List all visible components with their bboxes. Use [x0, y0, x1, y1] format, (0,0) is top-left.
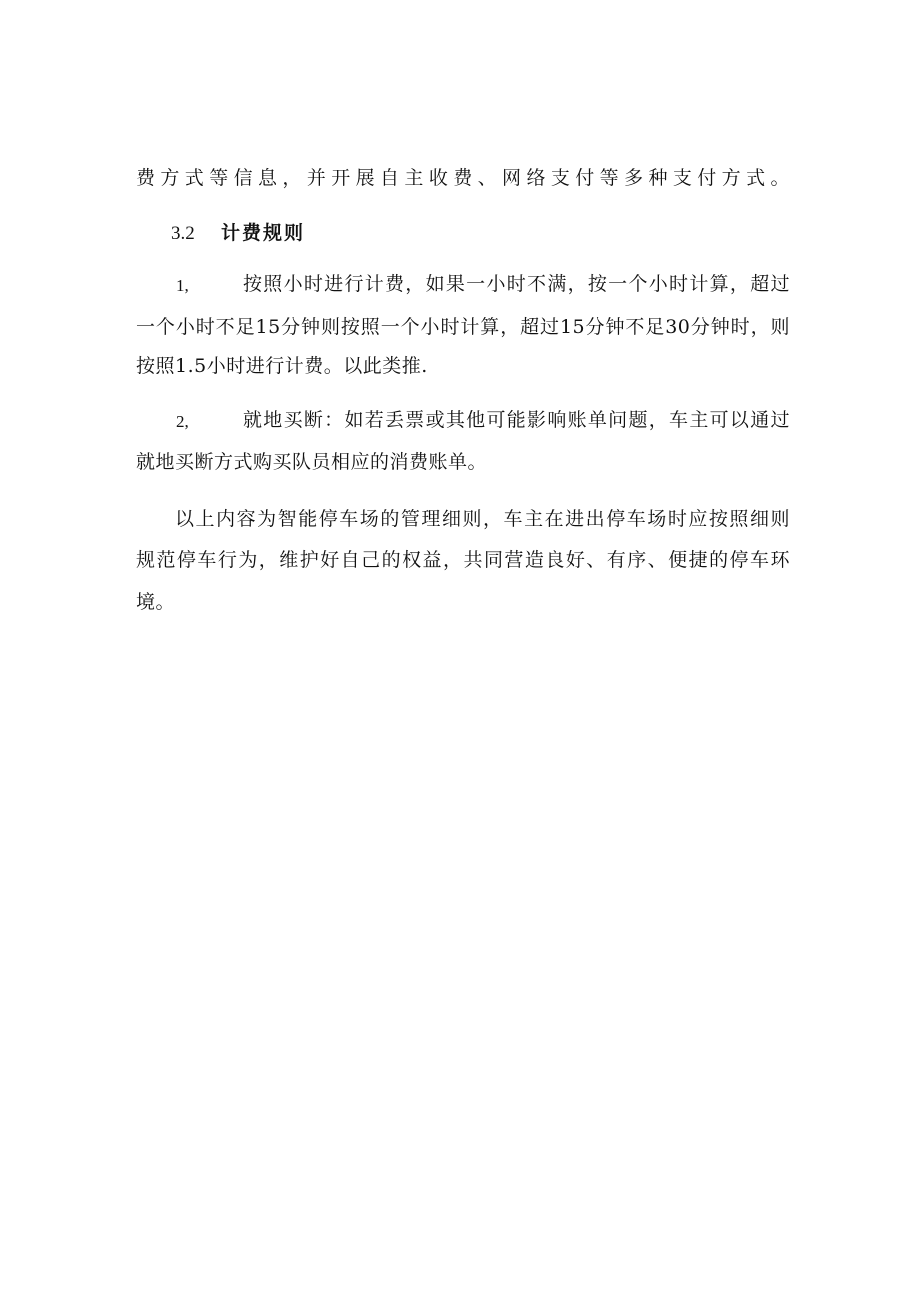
- section-title: 计费规则: [221, 222, 306, 244]
- list-item-first-line: 就地买断：如若丢票或其他可能影响账单问题，车主可以通过: [243, 409, 790, 431]
- list-item-marker: 1,: [176, 276, 189, 295]
- intro-continuation-text: 费方式等信息，并开展自主收费、网络支付等多种支付方式。: [136, 167, 790, 189]
- closing-first-line: 以上内容为智能停车场的管理细则，车主在进出停车场时应按照细则: [175, 508, 790, 530]
- list-item-line: 一个小时不足15分钟则按照一个小时计算，超过15分钟不足30分钟时，则: [136, 316, 790, 338]
- section-number: 3.2: [171, 223, 195, 244]
- closing-line: 规范停车行为，维护好自己的权益，共同营造良好、有序、便捷的停车环: [136, 549, 790, 571]
- section-heading: [171, 221, 305, 246]
- list-item-first-line: 按照小时进行计费，如果一小时不满，按一个小时计算，超过: [243, 273, 790, 295]
- list-item-line: 按照1.5小时进行计费。以此类推.: [136, 355, 428, 377]
- list-item-marker: 2,: [176, 412, 189, 431]
- list-item-line: 就地买断方式购买队员相应的消费账单。: [136, 451, 488, 473]
- closing-line: 境。: [136, 591, 176, 613]
